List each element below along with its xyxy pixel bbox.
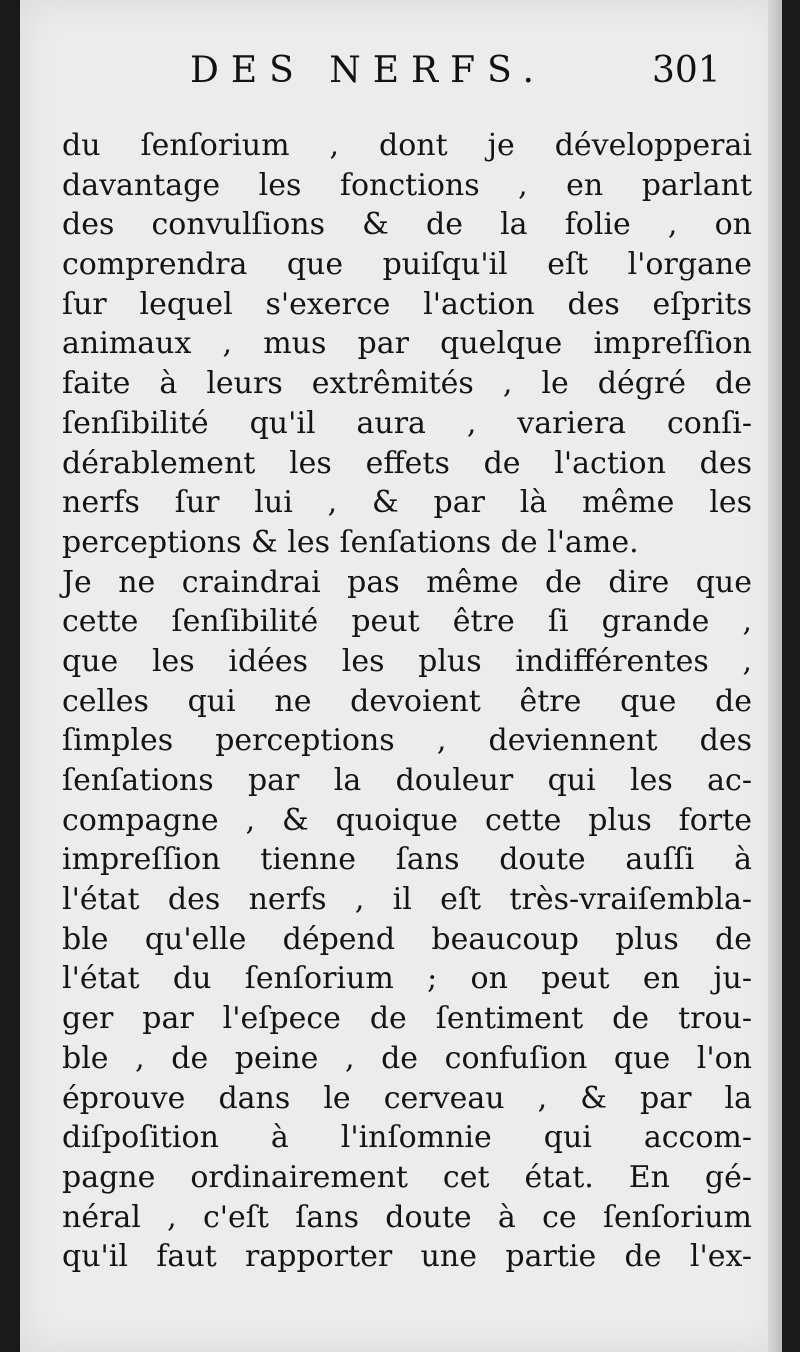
page-edge	[768, 0, 782, 1352]
running-head: DES NERFS.	[190, 50, 546, 91]
text-line: impreſſion tienne ſans doute auſſi à	[62, 842, 752, 878]
text-line: éprouve dans le cerveau , & par la	[62, 1080, 752, 1116]
text-line: ſenſations par la douleur qui les ac-	[62, 763, 752, 798]
text-line: que les idées les plus indifférentes ,	[62, 643, 752, 679]
text-line: animaux , mus par quelque impreſſion	[62, 326, 752, 362]
text-line: faite à leurs extrêmités , le dégré de	[62, 366, 752, 402]
text-line: ger par l'eſpece de ſentiment de trou-	[62, 1001, 752, 1037]
text-line: diſpoſition à l'inſomnie qui accom-	[62, 1120, 752, 1156]
body-text	[62, 126, 752, 1277]
text-line: ble qu'elle dépend beaucoup plus de	[62, 921, 752, 957]
text-line: davantage les fonctions , en parlant	[62, 167, 752, 203]
text-line: comprendra que puiſqu'il eſt l'organe	[62, 247, 752, 283]
text-line: néral , c'eſt ſans doute à ce ſenſorium	[62, 1199, 752, 1235]
text-line: ſimples perceptions , deviennent des	[62, 723, 752, 759]
book-page	[20, 0, 782, 1352]
text-line: pagne ordinairement cet état. En gé-	[62, 1159, 752, 1195]
page-number: 301	[652, 50, 721, 91]
text-line: compagne , & quoique cette plus forte	[62, 802, 752, 838]
text-line: nerfs ſur lui , & par là même les	[62, 485, 752, 521]
text-line: ſur lequel s'exerce l'action des eſprits	[62, 286, 752, 322]
text-line: dérablement les effets de l'action des	[62, 445, 752, 481]
text-line: perceptions & les ſenſations de l'ame.	[62, 524, 639, 560]
text-line: des convulſions & de la folie , on	[62, 207, 752, 243]
text-line: celles qui ne devoient être que de	[62, 683, 752, 719]
text-line: l'état du ſenſorium ; on peut en ju-	[62, 961, 752, 997]
text-line: Je ne craindrai pas même de dire que	[62, 564, 752, 600]
text-line: qu'il faut rapporter une partie de l'ex-	[62, 1239, 752, 1275]
text-line: ble , de peine , de confuſion que l'on	[62, 1040, 752, 1076]
text-line: ſenſibilité qu'il aura , variera conſi-	[62, 405, 752, 441]
page-header	[20, 50, 782, 110]
text-line: l'état des nerfs , il eſt très-vraiſembla-	[62, 882, 752, 918]
text-line: cette ſenſibilité peut être ſi grande ,	[62, 604, 752, 640]
text-line: du ſenſorium , dont je développerai	[62, 128, 752, 163]
